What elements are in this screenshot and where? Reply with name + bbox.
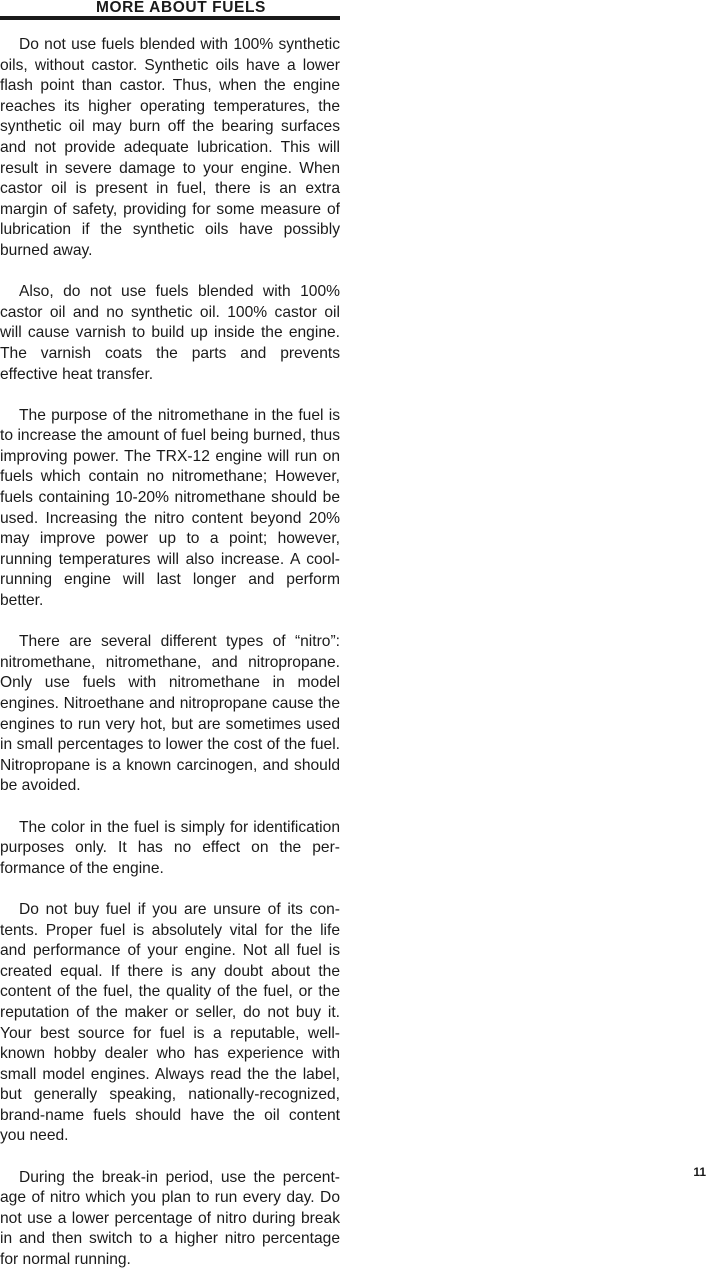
body-text bbox=[0, 35, 340, 1271]
text-column bbox=[0, 0, 340, 20]
paragraph-buying-fuel: Do not buy fuel if you are unsure of its contents. Proper fuel is absolutely vital for the life and performance of your engine. Not all fuel is created equal. If there is any doubt about the content of the fuel, the quality of the fuel, or the reputation of the maker or seller, do not buy it. Your best source for fuel is a reputable, well-known hobby dealer who has experience with small model engines. Always read the the label, but generally speaking, nationally-recognized, brand-name fuels should have the oil content you need. bbox=[0, 900, 340, 1145]
page-number: 11 bbox=[693, 1165, 706, 1179]
heading-rule bbox=[0, 16, 340, 20]
paragraph-nitromethane-purpose: The purpose of the nitromethane in the fuel is to increase the amount of fuel being burned, thus improving power. The TRX-12 engine will run on fuels which contain no nitromethane; However, fuels containing 10-20% nitromethane should be used. Increasing the nitro content beyond 20% may improve power up to a point; however, running temperatures will also increase. A cool-running engine will last longer and perform better. bbox=[0, 406, 340, 610]
paragraph-break-in: During the break-in period, use the percentage of nitro which you plan to run every day. Do not use a lower percentage of nitro during break in and then switch to a higher nitro percentage for normal running. bbox=[0, 1168, 340, 1269]
paragraph-nitro-types: There are several different types of “nitro”: nitromethane, nitromethane, and nitropropane. Only use fuels with nitromethane in model engines. Nitroethane and nitropropane cause the engines to run very hot, but are sometimes used in small percentages to lower the cost of the fuel. Nitropropane is a known carcinogen, and should be avoided. bbox=[0, 633, 340, 795]
paragraph-synthetic-oils: Do not use fuels blended with 100% synthetic oils, without castor. Synthetic oils have a lower flash point than castor. Thus, when the engine reaches its higher operating temperatures, the synthetic oil may burn off the bearing surfaces and not provide adequate lubrication. This will result in severe damage to your engine. When castor oil is present in fuel, there is an extra margin of safety, providing for some measure of lubrication if the synthetic oils have possibly burned away. bbox=[0, 36, 340, 259]
section-heading: MORE ABOUT FUELS bbox=[95, 0, 266, 16]
paragraph-fuel-color: The color in the fuel is simply for identification purposes only. It has no effect on the performance of the engine. bbox=[0, 818, 340, 877]
paragraph-castor-oil: Also, do not use fuels blended with 100% castor oil and no synthetic oil. 100% castor oil will cause varnish to build up inside the engine. The varnish coats the parts and prevents effective heat transfer. bbox=[0, 283, 340, 383]
